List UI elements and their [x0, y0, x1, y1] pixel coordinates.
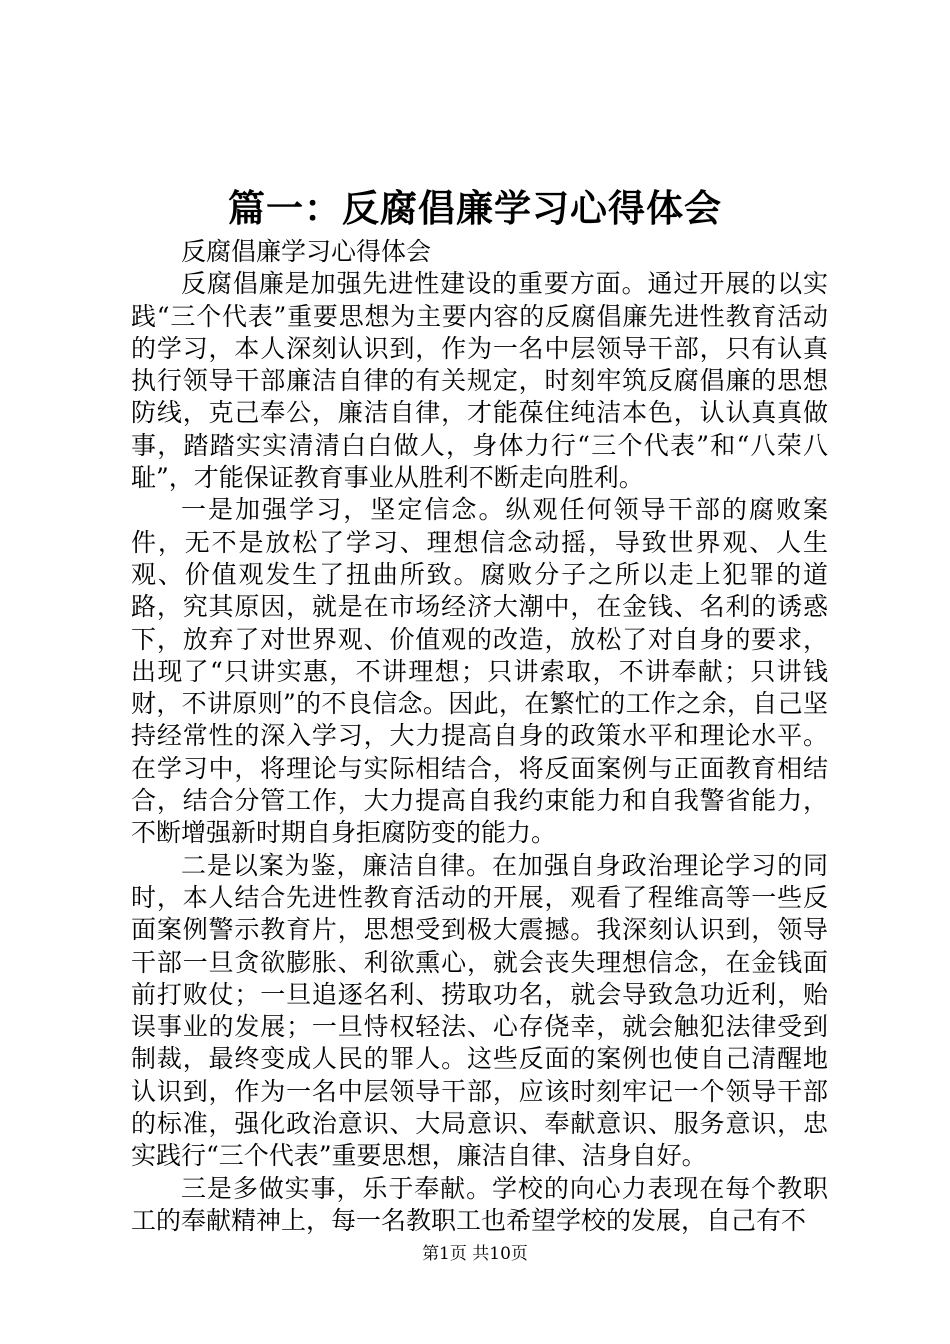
- body-paragraph: 一是加强学习，坚定信念。纵观任何领导干部的腐败案件，无不是放松了学习、理想信念动摇，导致世界观、人生观、价值观发生了扭曲所致。腐败分子之所以走上犯罪的道路，究其原因，就是在市场经济大潮中，在金钱、名利的诱惑下，放弃了对世界观、价值观的改造，放松了对自身的要求，出现了“只讲实惠，不讲理想；只讲索取，不讲奉献；只讲钱财，不讲原则”的不良信念。因此，在繁忙的工作之余，自己坚持经常性的深入学习，大力提高自身的政策水平和理论水平。在学习中，将理论与实际相结合，将反面案例与正面教育相结合，结合分管工作，大力提高自我约束能力和自我警省能力，不断增强新时期自身拒腐防变的能力。: [131, 495, 828, 848]
- page-number-footer: 第1页 共10页: [422, 1244, 528, 1264]
- document-title: 篇一：反腐倡廉学习心得体会: [228, 186, 722, 230]
- body-paragraph: 三是多做实事，乐于奉献。学校的向心力表现在每个教职工的奉献精神上，每一名教职工也希望学校的发展，自己有不: [131, 1173, 828, 1235]
- document-body: [131, 236, 828, 1237]
- subtitle-paragraph: 反腐倡廉学习心得体会: [181, 237, 432, 266]
- body-paragraph: 反腐倡廉是加强先进性建设的重要方面。通过开展的以实践“三个代表”重要思想为主要内容的反腐倡廉先进性教育活动的学习，本人深刻认识到，作为一名中层领导干部，只有认真执行领导干部廉洁自律的有关规定，时刻牢筑反腐倡廉的思想防线，克己奉公，廉洁自律，才能葆住纯洁本色，认认真真做事，踏踏实实清清白白做人，身体力行“三个代表”和“八荣八耻”，才能保证教育事业从胜利不断走向胜利。: [131, 269, 828, 493]
- body-paragraph: 二是以案为鉴，廉洁自律。在加强自身政治理论学习的同时，本人结合先进性教育活动的开展，观看了程维高等一些反面案例警示教育片，思想受到极大震撼。我深刻认识到，领导干部一旦贪欲膨胀、利欲熏心，就会丧失理想信念，在金钱面前打败仗；一旦追逐名利、捞取功名，就会导致急功近利，贻误事业的发展；一旦恃权轻法、心存侥幸，就会触犯法律受到制裁，最终变成人民的罪人。这些反面的案例也使自己清醒地认识到，作为一名中层领导干部，应该时刻牢记一个领导干部的标准，强化政治意识、大局意识、奉献意识、服务意识，忠实践行“三个代表”重要思想，廉洁自律、洁身自好。: [131, 850, 828, 1171]
